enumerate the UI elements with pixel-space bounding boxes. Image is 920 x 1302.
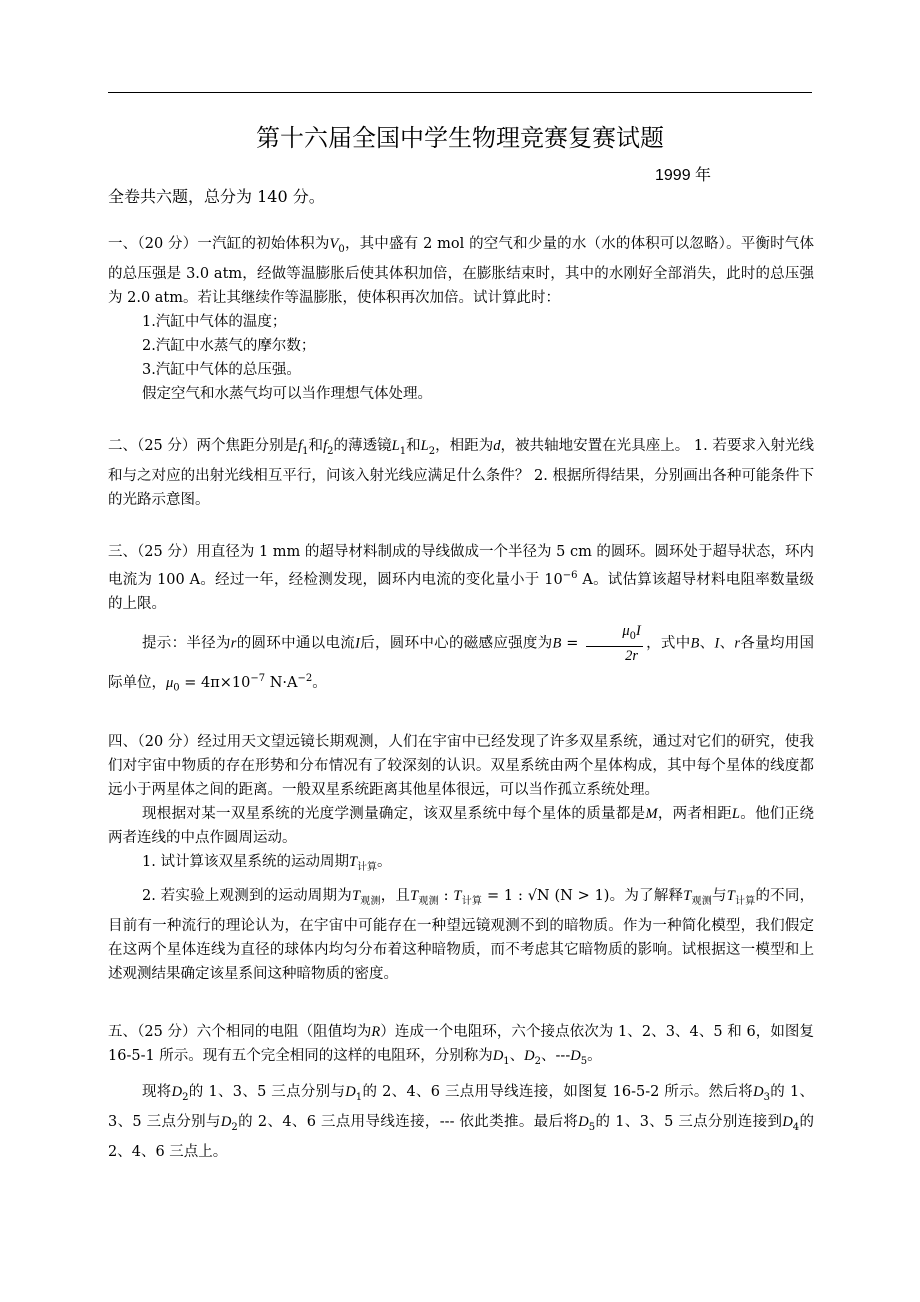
exam-intro: 全卷共六题，总分为 140 分。 [108, 187, 325, 206]
p5-para2b: 的 1、3、5 三点分别与 [188, 1083, 346, 1100]
sub-obs: 观测 [418, 895, 439, 907]
fraction-mu0-I-over-2r [586, 622, 643, 665]
p4-q2c: = 1 : √N (N > 1)。为了解释 [482, 887, 684, 904]
problem-3-text [108, 540, 814, 616]
problem-4-para-2 [108, 802, 814, 850]
p4-q2e: 的不同，目前有一种流行的理论认为，在宇宙中可能存在一种望远镜观测不到的暗物质。作为一种简化模型，我们假定在这两个星体连线为直径的球体内均匀分布着这种暗物质，而不考虑其它暗物质的影响。试根据这一模型和上述观测结果确定该星系间这种暗物质的密度。 [108, 887, 815, 982]
p3-exp: −6 [562, 570, 578, 581]
p3-mu-expr: = 4π×10 [179, 674, 251, 691]
p3-hint-g: 各量均用国际单位， [108, 635, 815, 691]
sub-calc: 计算 [461, 895, 483, 907]
sub-2: 2 [231, 1121, 238, 1133]
p5-para2d: 的 1、3、5 三点分别与 [108, 1083, 814, 1130]
var-T: T [410, 887, 419, 904]
p3-hint-d: ，式中 [645, 635, 691, 652]
problem-4-question-2 [108, 884, 814, 986]
p4-q2b: ，且 [380, 887, 411, 904]
problem-2-text [108, 434, 814, 512]
var-R: R [371, 1024, 381, 1040]
problem-3 [108, 540, 814, 702]
p5-para2f: 的 1、3、5 三点分别连接到 [595, 1113, 783, 1130]
p5-para1a: 五、（25 分）六个相同的电阻（阻值均为 [108, 1024, 372, 1040]
p5-para1c: 、 [509, 1048, 525, 1064]
p4-para2c: 。他们正绕两者连线的中点作圆周运动。 [108, 806, 815, 846]
p2-b: 和 [308, 438, 324, 454]
var-D1: D [345, 1083, 356, 1100]
var-I: I [636, 622, 641, 639]
var-L: L [731, 806, 740, 822]
p5-para2e: 的 2、4、6 三点用导线连接，--- 依此类推。最后将 [237, 1113, 579, 1130]
problem-5 [108, 1020, 814, 1164]
sub-4: 4 [792, 1121, 800, 1133]
p2-f: ，被共轴地安置在光具座上。 1. 若要求入射光线和与之对应的出射光线相互平行，问该入射光线应满足什么条件？ 2. 根据所得结果，分别画出各种可能条件下的光路示意图。 [108, 438, 815, 508]
sub-5: 5 [588, 1121, 596, 1133]
sub-calc: 计算 [734, 895, 756, 907]
sub-5: 5 [580, 1055, 588, 1067]
var-L2: L [420, 438, 429, 454]
p4-para2a: 现根据对某一双星系统的光度学测量确定，该双星系统中每个星体的质量都是 [142, 806, 646, 822]
problem-1-item-1: 1.汽缸中气体的温度； [142, 313, 287, 330]
problem-1-head: 一、（20 分）一汽缸的初始体积为 [108, 236, 330, 252]
var-D1: D [492, 1048, 504, 1064]
problem-4 [108, 730, 814, 986]
p3-b: A。试估算该超导材料电阻率数量级的上限。 [108, 571, 814, 612]
p3-end: 。 [312, 674, 327, 691]
var-D4: D [782, 1113, 793, 1130]
p3-hint-e: 、 [699, 635, 715, 652]
problem-1-body: ，其中盛有 2 mol 的空气和少量的水（水的体积可以忽略）。平衡时气体的总压强是 3.0 atm，经做等温膨胀后使其体积加倍，在膨胀结束时，其中的水刚好全部消失，此时的总压强为 2.0 atm。若让其继续作等温膨胀，使体积再次加倍。试计算此时： [108, 236, 814, 306]
p3-mu-unit: N·A [265, 674, 298, 691]
colon: : [438, 887, 454, 904]
p4-q1: 1. 试计算该双星系统的运动周期 [142, 854, 349, 870]
problem-1-item-2: 2.汽缸中水蒸气的摩尔数； [142, 337, 316, 354]
sub-obs: 观测 [360, 895, 381, 907]
var-T: T [348, 854, 358, 870]
sub-1: 1 [399, 445, 407, 457]
top-rule [108, 92, 812, 93]
var-T: T [453, 887, 462, 904]
var-I: I [355, 635, 360, 652]
exam-year: 1999 年 [655, 167, 712, 184]
var-f1: f [298, 438, 303, 454]
sub-1: 1 [302, 445, 309, 457]
p3-hint-f: 、 [719, 635, 735, 652]
p5-para1e: 。 [587, 1048, 602, 1064]
fraction-numerator [586, 622, 643, 647]
var-M: M [645, 806, 658, 822]
var-D5: D [578, 1113, 589, 1130]
problem-3-hint: 提示：半径为r的圆环中通以电流I后，圆环中心的磁感应强度为B = $\frac{\mu_0I}{2r}$ ，式中B、I、r各量均用国际单位，$\mu_0 = 4\pi\times 10^{-7}$ $N\cdot A^{-2}$。 [108, 622, 815, 694]
var-D3: D [753, 1083, 764, 1100]
p2-e: ，相距为 [435, 438, 494, 454]
sub-3: 3 [763, 1091, 770, 1103]
p2-d: 和 [406, 438, 421, 454]
p5-para2a: 现将 [142, 1083, 172, 1100]
var-D5: D [570, 1048, 581, 1064]
problem-1-note: 假定空气和水蒸气均可以当作理想气体处理。 [142, 385, 432, 402]
p4-q2d: 与 [712, 887, 727, 904]
p2-c: 的薄透镜 [333, 438, 392, 454]
var-D2: D [171, 1083, 183, 1100]
var-D2: D [220, 1113, 232, 1130]
p3-mu-exp: −7 [250, 672, 266, 684]
var-T: T [683, 887, 692, 904]
p3-hint-a: 提示：半径为 [142, 635, 231, 652]
sub-1: 1 [503, 1055, 510, 1067]
problem-2 [108, 434, 814, 512]
problem-1-item-3: 3.汽缸中气体的总压强。 [142, 361, 301, 378]
var-T: T [726, 887, 735, 904]
var-d: d [493, 438, 501, 454]
var-D2: D [524, 1048, 535, 1064]
var-r: r [230, 635, 237, 652]
p3-mu-unit-exp: −2 [297, 672, 313, 684]
sub-0: 0 [629, 630, 636, 642]
sub-obs: 观测 [691, 895, 712, 907]
page-title: 第十六届全国中学生物理竞赛复赛试题 [256, 124, 664, 152]
problem-5-para-1 [108, 1020, 814, 1074]
var-B: B [690, 635, 700, 652]
sub-1: 1 [355, 1091, 363, 1103]
var-v0-sub: 0 [338, 243, 345, 255]
var-r: r [734, 635, 741, 652]
var-I: I [714, 635, 720, 652]
var-f2: f [323, 438, 328, 454]
p2-a: 二、（25 分）两个焦距分别是 [108, 438, 299, 454]
p5-para2c: 的 2、4、6 三点用导线连接，如图复 16-5-2 所示。然后将 [362, 1083, 754, 1100]
p4-q1-end: 。 [377, 854, 392, 870]
p4-q2a: 2. 若实验上观测到的运动周期为 [142, 887, 352, 904]
sub-2: 2 [182, 1091, 189, 1103]
sub-2: 2 [534, 1055, 542, 1067]
sub-2: 2 [428, 445, 436, 457]
problem-5-para-2 [108, 1080, 814, 1164]
sub-0: 0 [173, 682, 180, 694]
p4-para2b: ，两者相距 [657, 806, 732, 822]
var-T: T [351, 887, 361, 904]
sub-calc: 计算 [357, 861, 378, 873]
fraction-denominator [586, 647, 643, 665]
var-v0: V [329, 236, 339, 252]
problem-4-para-1: 四、（20 分）经过用天文望远镜长期观测，人们在宇宙中已经发现了许多双星系统，通过对它们的研究，使我们对宇宙中物质的存在形势和分布情况有了较深刻的认识。双星系统由两个星体构成，其中每个星体的线度都远小于两星体之间的距离。一般双星系统距离其他星体很远，可以当作孤立系统处理。 [108, 734, 814, 798]
problem-1 [108, 232, 814, 406]
problem-4-question-1 [108, 850, 814, 880]
var-mu: μ [166, 674, 174, 691]
p3-hint-b: 的圆环中通以电流 [236, 635, 356, 652]
p3-a: 三、（25 分）用直径为 1 mm 的超导材料制成的导线做成一个半径为 5 cm 的圆环。圆环处于超导状态，环内电流为 100 A。经过一年，经检测发现，圆环内电流的变化量小于 10 [108, 544, 814, 588]
var-mu: μ [622, 622, 630, 639]
p5-para2g: 的 2、4、6 三点上。 [108, 1113, 815, 1160]
var-B: B [552, 635, 562, 652]
var-L1: L [391, 438, 400, 454]
sub-2: 2 [327, 445, 334, 457]
var-2r: 2r [625, 647, 639, 664]
p5-para1d: 、--- [541, 1048, 571, 1064]
p5-para1b: ）连成一个电阻环，六个接点依次为 1、2、3、4、5 和 6，如图复 16-5-1 所示。现有五个完全相同的这样的电阻环，分别称为 [108, 1024, 814, 1064]
problem-1-text [108, 232, 814, 310]
p3-hint-c: 后，圆环中心的磁感应强度为 [359, 635, 553, 652]
